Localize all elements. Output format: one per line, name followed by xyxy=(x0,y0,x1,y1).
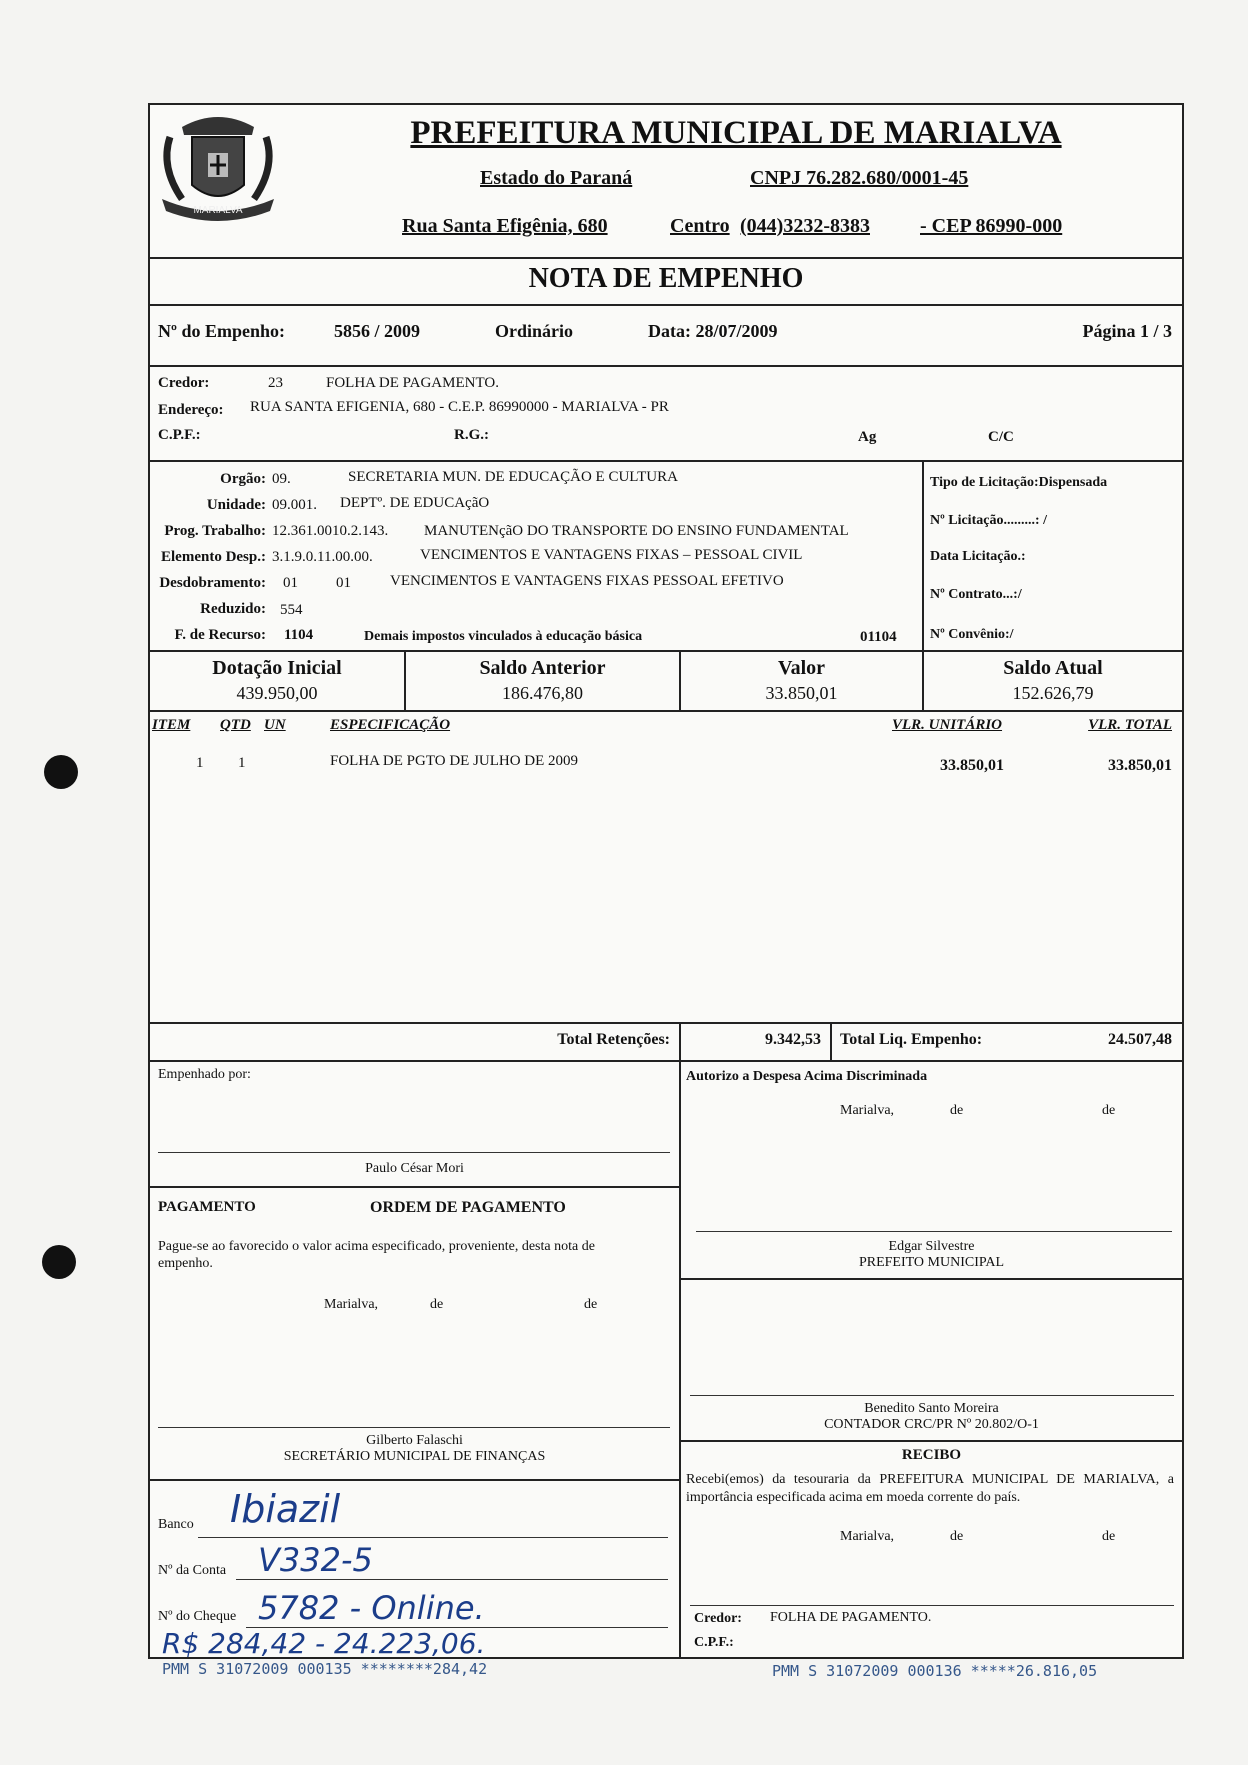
orgao-label: Orgão: xyxy=(220,471,266,487)
liquido-value: 24.507,48 xyxy=(1108,1031,1172,1048)
pagamento-de2: de xyxy=(584,1297,598,1312)
dotacao-value: 439.950,00 xyxy=(236,683,318,703)
header-phone: (044)3232-8383 xyxy=(740,215,870,237)
valor-value: 33.850,01 xyxy=(765,683,838,703)
pagamento-text: Pague-se ao favorecido o valor acima especificado, proveniente, desta nota de empenho. xyxy=(158,1239,595,1271)
retencoes-value: 9.342,53 xyxy=(765,1031,821,1048)
recibo-credor-label: Credor: xyxy=(694,1611,742,1626)
desdobramento-b: 01 xyxy=(336,575,351,591)
cheque-value: 5782 - Online. xyxy=(258,1589,485,1627)
retencoes-label: Total Retenções: xyxy=(557,1031,670,1048)
bank-stamp-right: PMM S 31072009 000136 *****26.816,05 xyxy=(772,1662,1098,1680)
empenho-date: Data: 28/07/2009 xyxy=(648,321,778,341)
ordem-pagamento-label: ORDEM DE PAGAMENTO xyxy=(370,1199,566,1216)
recibo-credor-value: FOLHA DE PAGAMENTO. xyxy=(770,1610,932,1625)
recibo-cpf-label: C.P.F.: xyxy=(694,1635,734,1650)
pagamento-city: Marialva, xyxy=(324,1297,379,1312)
col-item: ITEM xyxy=(152,717,191,733)
dotacao-label: Dotação Inicial xyxy=(212,657,342,679)
prog-label: Prog. Trabalho: xyxy=(164,523,266,539)
elemento-value: VENCIMENTOS E VANTAGENS FIXAS – PESSOAL CIVIL xyxy=(420,547,803,563)
col-unit: VLR. UNITÁRIO xyxy=(892,717,1003,733)
elemento-code: 3.1.9.0.11.00.00. xyxy=(272,549,373,565)
orgao-code: 09. xyxy=(272,471,291,487)
conta-value: V332-5 xyxy=(258,1541,373,1579)
punch-hole xyxy=(44,755,78,789)
endereco-value: RUA SANTA EFIGENIA, 680 - C.E.P. 86990000 - MARIALVA - PR xyxy=(250,399,669,415)
item-number: 1 xyxy=(196,755,204,771)
accountant-title: CONTADOR CRC/PR Nº 20.802/O-1 xyxy=(824,1417,1039,1432)
desdobramento-value: VENCIMENTOS E VANTAGENS FIXAS PESSOAL EFETIVO xyxy=(390,573,784,589)
cheque-label: Nº do Cheque xyxy=(158,1609,237,1624)
empenhado-label: Empenhado por: xyxy=(158,1067,251,1082)
data-licitacao: Data Licitação.: xyxy=(930,549,1026,564)
ag-label: Ag xyxy=(858,429,877,445)
header-cnpj: CNPJ 76.282.680/0001-45 xyxy=(750,167,969,189)
rs-value: R$ 284,42 - 24.223,06. xyxy=(162,1627,486,1660)
unidade-code: 09.001. xyxy=(272,497,317,513)
desdobramento-label: Desdobramento: xyxy=(159,575,266,591)
recurso-value: Demais impostos vinculados à educação básica xyxy=(364,629,643,644)
mayor-name: Edgar Silvestre xyxy=(888,1239,975,1254)
numero-licitacao: Nº Licitação.........: / xyxy=(930,513,1047,528)
svg-text:MARIALVA: MARIALVA xyxy=(193,205,243,216)
elemento-label: Elemento Desp.: xyxy=(161,549,266,565)
col-spec: ESPECIFICAÇÃO xyxy=(330,717,451,733)
saldo-anterior-label: Saldo Anterior xyxy=(479,657,606,679)
recurso-code: 1104 xyxy=(284,627,314,643)
endereco-label: Endereço: xyxy=(158,402,224,418)
col-qtd: QTD xyxy=(220,717,251,733)
unidade-value: DEPTº. DE EDUCAçãO xyxy=(340,495,490,511)
rg-label: R.G.: xyxy=(454,427,489,443)
liquido-label: Total Liq. Empenho: xyxy=(840,1031,983,1048)
pagamento-label: PAGAMENTO xyxy=(158,1199,256,1215)
header-address: Rua Santa Efigênia, 680 xyxy=(402,215,608,237)
recibo-label: RECIBO xyxy=(901,1447,962,1463)
col-un: UN xyxy=(264,717,286,733)
nota-de-empenho-form xyxy=(148,103,1184,1659)
credor-code: 23 xyxy=(268,375,283,391)
orgao-value: SECRETARIA MUN. DE EDUCAÇÃO E CULTURA xyxy=(348,469,678,485)
recibo-city: Marialva, xyxy=(840,1529,895,1544)
coat-of-arms-icon xyxy=(152,107,284,227)
recurso-code2: 01104 xyxy=(860,629,897,645)
header-state: Estado do Paraná xyxy=(480,167,633,189)
empenho-number: 5856 / 2009 xyxy=(334,321,421,341)
cc-label: C/C xyxy=(988,429,1014,445)
recibo-de2: de xyxy=(1102,1529,1116,1544)
autorizo-de2: de xyxy=(1102,1103,1116,1118)
saldo-atual-value: 152.626,79 xyxy=(1012,683,1094,703)
document-title: NOTA DE EMPENHO xyxy=(528,263,804,294)
credor-label: Credor: xyxy=(158,375,210,391)
item-total-value: 33.850,01 xyxy=(1108,757,1172,774)
reduzido-label: Reduzido: xyxy=(200,601,266,617)
reduzido-value: 554 xyxy=(280,602,303,618)
item-qtd: 1 xyxy=(238,755,246,771)
col-total: VLR. TOTAL xyxy=(1088,717,1172,733)
cpf-label: C.P.F.: xyxy=(158,427,201,443)
recurso-label: F. de Recurso: xyxy=(174,627,266,643)
recibo-de1: de xyxy=(950,1529,964,1544)
pagamento-de1: de xyxy=(430,1297,444,1312)
empenhado-name: Paulo César Mori xyxy=(365,1161,464,1176)
numero-convenio: Nº Convênio:/ xyxy=(930,627,1014,642)
item-spec: FOLHA DE PGTO DE JULHO DE 2009 xyxy=(330,753,579,769)
header-district: Centro xyxy=(670,215,730,237)
header-cep: - CEP 86990-000 xyxy=(920,215,1063,237)
tipo-licitacao: Tipo de Licitação:Dispensada xyxy=(930,475,1108,490)
numero-contrato: Nº Contrato...:/ xyxy=(930,587,1022,602)
punch-hole xyxy=(42,1245,76,1279)
desdobramento-a: 01 xyxy=(283,575,298,591)
credor-name: FOLHA DE PAGAMENTO. xyxy=(326,375,499,391)
secretary-name: Gilberto Falaschi xyxy=(366,1433,463,1448)
empenho-label: Nº do Empenho: xyxy=(158,321,285,341)
unidade-label: Unidade: xyxy=(206,497,266,513)
conta-label: Nº da Conta xyxy=(158,1563,227,1578)
secretary-title: SECRETÁRIO MUNICIPAL DE FINANÇAS xyxy=(283,1449,546,1464)
banco-label: Banco xyxy=(158,1517,194,1532)
saldo-atual-label: Saldo Atual xyxy=(1003,657,1103,679)
recibo-text: Recebi(emos) da tesouraria da PREFEITURA MUNICIPAL DE MARIALVA, a importância especificada acima em moeda corrente do país. xyxy=(686,1472,1174,1505)
banco-value: Ibiazil xyxy=(230,1487,341,1531)
empenho-type: Ordinário xyxy=(495,321,574,341)
prog-value: MANUTENçãO DO TRANSPORTE DO ENSINO FUNDAMENTAL xyxy=(424,523,849,539)
valor-label: Valor xyxy=(777,657,826,679)
autorizo-label: Autorizo a Despesa Acima Discriminada xyxy=(686,1069,928,1084)
accountant-name: Benedito Santo Moreira xyxy=(864,1401,999,1416)
mayor-title: PREFEITO MUNICIPAL xyxy=(858,1255,1005,1270)
prog-code: 12.361.0010.2.143. xyxy=(272,523,389,539)
page-number: Página 1 / 3 xyxy=(1082,321,1172,341)
header-title: PREFEITURA MUNICIPAL DE MARIALVA xyxy=(410,115,1062,151)
item-unit-value: 33.850,01 xyxy=(940,757,1004,774)
saldo-anterior-value: 186.476,80 xyxy=(502,683,583,703)
bank-stamp-left: PMM S 31072009 000135 ********284,42 xyxy=(162,1660,488,1678)
autorizo-city: Marialva, xyxy=(840,1103,895,1118)
autorizo-de1: de xyxy=(950,1103,964,1118)
